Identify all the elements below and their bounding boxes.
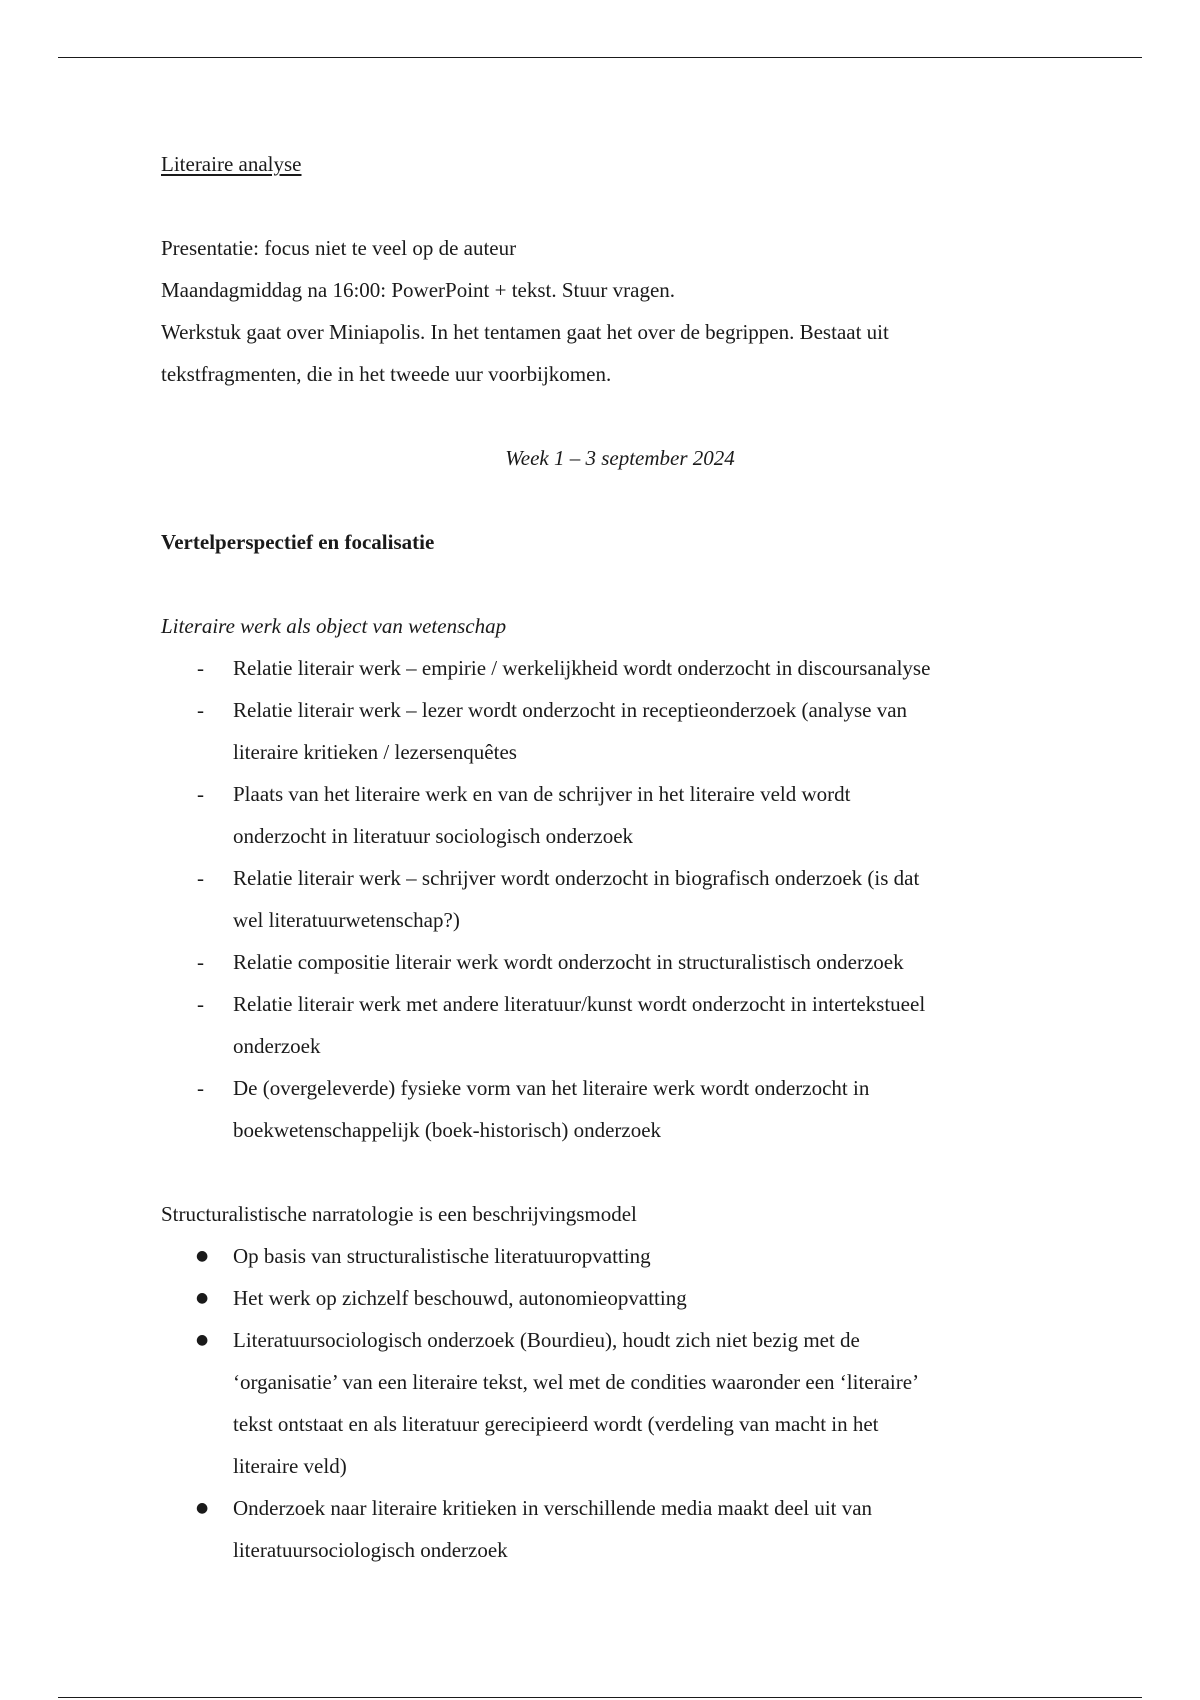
list-item [161, 773, 1061, 857]
list-item-line: boekwetenschappelijk (boek-historisch) onderzoek [233, 1118, 662, 1142]
list-item-line: Relatie literair werk – empirie / werkelijkheid wordt onderzocht in discoursanalyse [233, 656, 931, 680]
spacer [161, 185, 1061, 227]
list-item-line: Onderzoek naar literaire kritieken in verschillende media maakt deel uit van [233, 1496, 873, 1520]
list-item [161, 647, 1061, 689]
bullet-marker: ● [196, 1500, 209, 1516]
list-item-line: onderzocht in literatuur sociologisch onderzoek [233, 824, 634, 848]
dash-marker: - [197, 656, 204, 680]
document-body [161, 143, 1061, 1571]
dash-marker: - [197, 698, 204, 722]
spacer [161, 1151, 1061, 1193]
list-item [161, 941, 1061, 983]
intro-line: tekstfragmenten, die in het tweede uur voorbijkomen. [161, 362, 612, 386]
dash-marker: - [197, 950, 204, 974]
spacer [161, 563, 1061, 605]
list-item-line: literaire veld) [233, 1454, 347, 1478]
page-top-rule [58, 57, 1142, 58]
bullet-marker: ● [196, 1332, 209, 1348]
list-item [161, 857, 1061, 941]
list-item-line: literaire kritieken / lezersenquêtes [233, 740, 517, 764]
document-title: Literaire analyse [161, 152, 302, 176]
structuralism-heading: Structuralistische narratologie is een beschrijvingsmodel [161, 1202, 637, 1226]
list-item-line: ‘organisatie’ van een literaire tekst, wel met de condities waaronder een ‘literaire’ [233, 1370, 920, 1394]
list-item [161, 1487, 1061, 1571]
intro-line: Werkstuk gaat over Miniapolis. In het tentamen gaat het over de begrippen. Bestaat uit [161, 320, 889, 344]
dash-marker: - [197, 782, 204, 806]
list-item-line: Plaats van het literaire werk en van de schrijver in het literaire veld wordt [233, 782, 851, 806]
list-item [161, 689, 1061, 773]
list-item [161, 1277, 1061, 1319]
list-item [161, 1235, 1061, 1277]
bullet-marker: ● [196, 1248, 209, 1264]
dash-marker: - [197, 866, 204, 890]
dash-marker: - [197, 992, 204, 1016]
list-item [161, 983, 1061, 1067]
dash-marker: - [197, 1076, 204, 1100]
list-item-line: Op basis van structuralistische literatuuropvatting [233, 1244, 651, 1268]
week-heading: Week 1 – 3 september 2024 [505, 446, 735, 470]
intro-line: Presentatie: focus niet te veel op de auteur [161, 236, 517, 260]
bullet-list [161, 1235, 1061, 1571]
subsection-heading: Literaire werk als object van wetenschap [161, 614, 507, 638]
list-item [161, 1067, 1061, 1151]
list-item-line: Relatie literair werk met andere literatuur/kunst wordt onderzocht in intertekstueel [233, 992, 926, 1016]
section-heading: Vertelperspectief en focalisatie [161, 530, 435, 554]
intro-line: Maandagmiddag na 16:00: PowerPoint + tekst. Stuur vragen. [161, 278, 676, 302]
list-item-line: De (overgeleverde) fysieke vorm van het literaire werk wordt onderzocht in [233, 1076, 870, 1100]
list-item-line: Relatie literair werk – schrijver wordt onderzocht in biografisch onderzoek (is dat [233, 866, 920, 890]
list-item-line: wel literatuurwetenschap?) [233, 908, 460, 932]
list-item-line: Relatie compositie literair werk wordt onderzocht in structuralistisch onderzoek [233, 950, 904, 974]
page-bottom-rule [58, 1697, 1142, 1698]
list-item [161, 1319, 1061, 1487]
list-item-line: onderzoek [233, 1034, 321, 1058]
list-item-line: Relatie literair werk – lezer wordt onderzocht in receptieonderzoek (analyse van [233, 698, 908, 722]
dash-list [161, 647, 1061, 1151]
spacer [161, 395, 1061, 437]
list-item-line: tekst ontstaat en als literatuur gerecipieerd wordt (verdeling van macht in het [233, 1412, 879, 1436]
list-item-line: Het werk op zichzelf beschouwd, autonomieopvatting [233, 1286, 687, 1310]
list-item-line: literatuursociologisch onderzoek [233, 1538, 508, 1562]
spacer [161, 479, 1061, 521]
list-item-line: Literatuursociologisch onderzoek (Bourdieu), houdt zich niet bezig met de [233, 1328, 860, 1352]
bullet-marker: ● [196, 1290, 209, 1306]
